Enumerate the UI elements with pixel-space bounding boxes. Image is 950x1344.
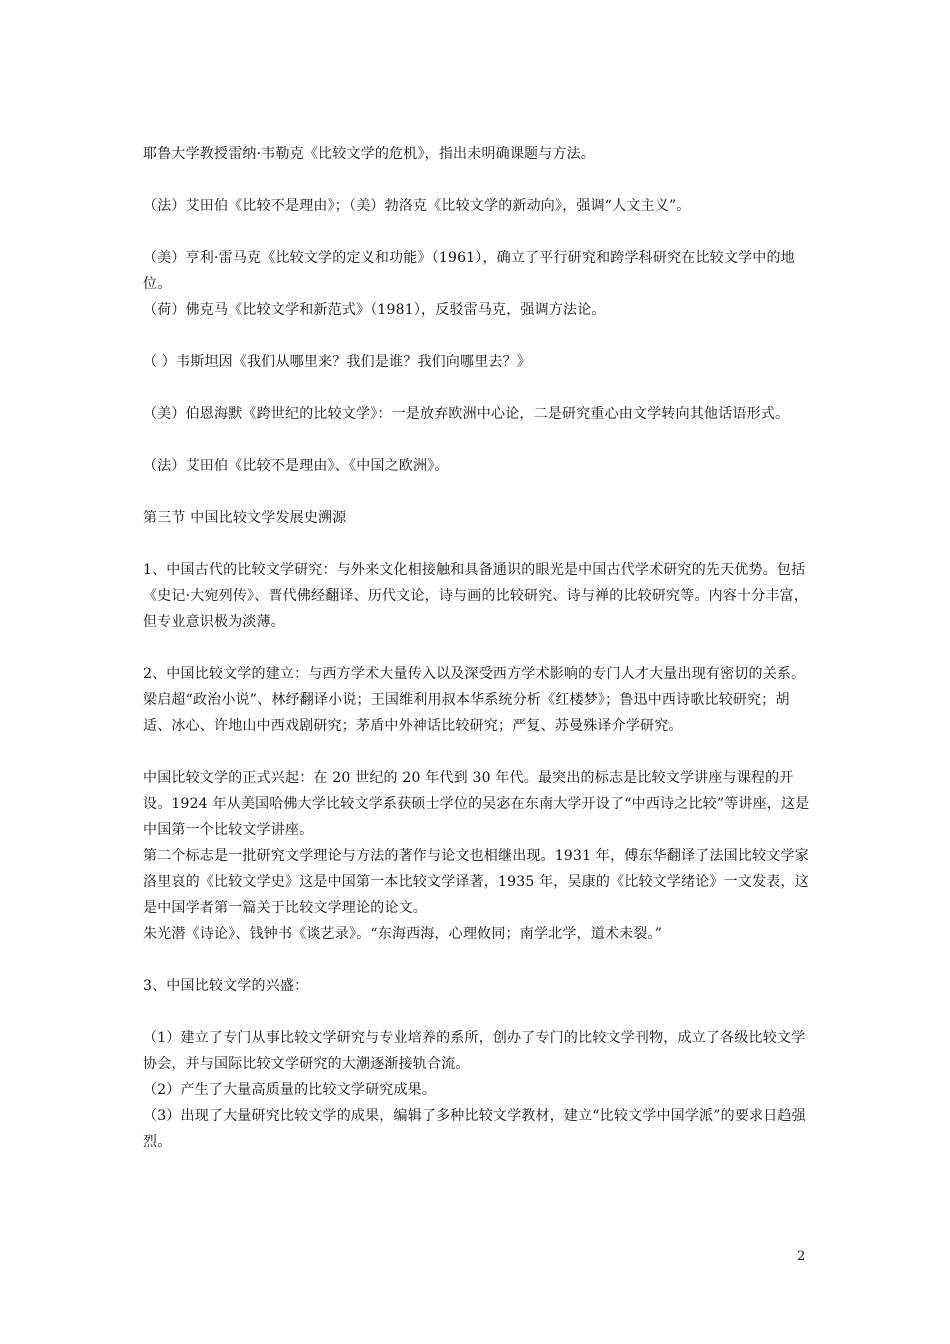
paragraph-establishment: 2、中国比较文学的建立：与西方学术大量传入以及深受西方学术影响的专门人才大量出现有密切的关系。梁启超“政治小说”、林纾翻译小说；王国维利用叔本华系统分析《红楼梦》；鲁迅中西诗歌比较研究；胡适、冰心、许地山中西戏剧研究；茅盾中外神话比较研究；严复、苏曼殊译介学研究。 xyxy=(143,666,806,734)
paragraph-etiemble-block: （法）艾田伯《比较不是理由》；（美）勃洛克《比较文学的新动向》，强调“人文主义”。 xyxy=(143,198,691,214)
paragraph-bernheimer: （美）伯恩海默《跨世纪的比较文学》：一是放弃欧洲中心论，二是研究重心由文学转向其他话语形式。 xyxy=(143,406,790,422)
section-heading: 第三节 中国比较文学发展史溯源 xyxy=(143,510,347,526)
paragraph-formal-rise: 中国比较文学的正式兴起：在 20 世纪的 20 年代到 30 年代。最突出的标志是比较文学讲座与课程的开设。1924 年从美国哈佛大学比较文学系获硕士学位的吴宓在东南大学开设了“中西诗之比较”等讲座，这是中国第一个比较文学讲座。 xyxy=(143,770,810,838)
paragraph-weisstein: （ ）韦斯坦因《我们从哪里来？我们是谁？我们向哪里去？》 xyxy=(143,354,532,370)
list-item-2: （2）产生了大量高质量的比较文学研究成果。 xyxy=(143,1082,437,1098)
paragraph-remak: （美）亨利·雷马克《比较文学的定义和功能》（1961），确立了平行研究和跨学科研究在比较文学中的地位。 xyxy=(143,250,795,292)
list-item-1: （1）建立了专门从事比较文学研究与专业培养的系所，创办了专门的比较文学刊物，成立了各级比较文学协会，并与国际比较文学研究的大潮逐渐接轨合流。 xyxy=(143,1030,806,1072)
paragraph-fokkema: （荷）佛克马《比较文学和新范式》（1981），反驳雷马克，强调方法论。 xyxy=(143,302,606,318)
paragraph-wellek: 耶鲁大学教授雷纳·韦勒克《比较文学的危机》，指出未明确课题与方法。 xyxy=(143,146,596,162)
paragraph-second-sign: 第二个标志是一批研究文学理论与方法的著作与论文也相继出现。1931 年，傅东华翻译了法国比较文学家洛里哀的《比较文学史》这是中国第一本比较文学译著，1935 年，吴康的《比较文学绪论》一文发表，这是中国学者第一篇关于比较文学理论的论文。 xyxy=(143,848,809,916)
paragraph-zhu-qian: 朱光潜《诗论》、钱钟书《谈艺录》。“东海西海，心理攸同；南学北学，道术未裂。” xyxy=(143,926,663,942)
paragraph-prosperity-heading: 3、中国比较文学的兴盛： xyxy=(143,978,309,994)
paragraph-etiemble-europe: （法）艾田伯《比较不是理由》、《中国之欧洲》。 xyxy=(143,458,449,474)
paragraph-ancient-comparative-study: 1、中国古代的比较文学研究：与外来文化相接触和具备通识的眼光是中国古代学术研究的先天优势。包括《史记·大宛列传》、晋代佛经翻译、历代文论，诗与画的比较研究、诗与禅的比较研究等。内容十分丰富，但专业意识极为淡薄。 xyxy=(143,562,809,630)
list-item-3: （3）出现了大量研究比较文学的成果，编辑了多种比较文学教材，建立“比较文学中国学派”的要求日趋强烈。 xyxy=(143,1108,806,1150)
page-number: 2 xyxy=(797,1249,806,1264)
